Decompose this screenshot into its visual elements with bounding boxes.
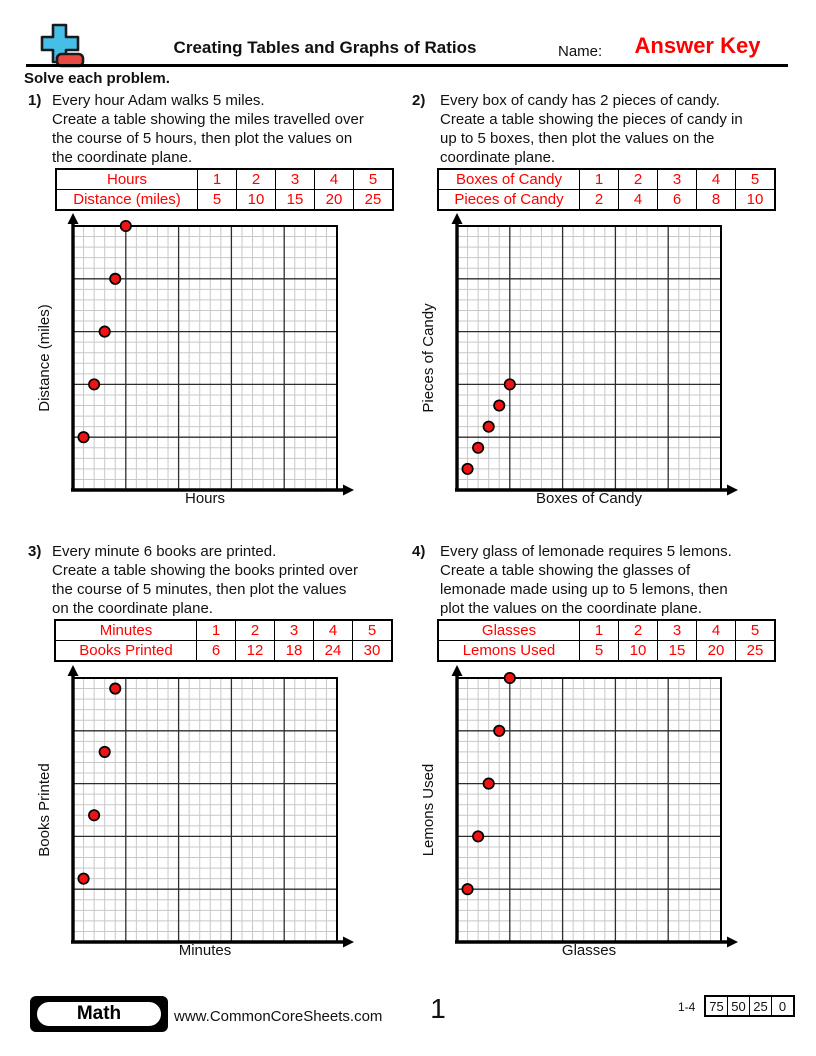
page-title: Creating Tables and Graphs of Ratios — [173, 38, 477, 57]
answer-key-text: Answer Key — [634, 33, 761, 58]
table-cell: 2 — [619, 620, 658, 641]
coordinate-plane — [56, 664, 356, 956]
table-cell: 10 — [619, 641, 658, 662]
score-cell: 0 — [772, 996, 795, 1016]
ratio-table-4 — [437, 619, 776, 662]
table-row-label: Distance (miles) — [56, 190, 198, 211]
problem-text-line: Every hour Adam walks 5 miles. — [52, 92, 265, 109]
table-cell: 5 — [736, 169, 776, 190]
problem-number: 1) — [28, 92, 42, 109]
instructions-text: Solve each problem. — [24, 70, 170, 87]
y-axis-label: Distance (miles) — [36, 304, 53, 412]
name-label: Name: — [558, 43, 603, 60]
table-cell: 6 — [197, 641, 236, 662]
y-axis-label: Pieces of Candy — [420, 303, 437, 413]
problem-number: 3) — [28, 543, 42, 560]
ratio-table-3 — [54, 619, 393, 662]
table-row-label: Pieces of Candy — [438, 190, 580, 211]
table-cell: 1 — [580, 620, 619, 641]
table-cell: 8 — [697, 190, 736, 211]
table-row-label: Lemons Used — [438, 641, 580, 662]
table-cell: 15 — [658, 641, 697, 662]
table-cell: 4 — [619, 190, 658, 211]
math-logo — [30, 996, 168, 1032]
graph-4 — [420, 664, 742, 976]
table-cell: 30 — [353, 641, 393, 662]
table-cell: 10 — [237, 190, 276, 211]
y-axis-label: Books Printed — [36, 763, 53, 857]
math-logo-text: Math — [35, 1000, 163, 1028]
table-cell: 1 — [198, 169, 237, 190]
table-cell: 20 — [697, 641, 736, 662]
y-axis-label: Lemons Used — [420, 763, 437, 857]
problem-text-line: plot the values on the coordinate plane. — [440, 600, 702, 617]
table-cell: 1 — [580, 169, 619, 190]
table-cell: 12 — [236, 641, 275, 662]
table-row-label: Boxes of Candy — [438, 169, 580, 190]
table-cell: 2 — [237, 169, 276, 190]
ratio-table-1 — [55, 168, 394, 211]
score-cell: 75 — [705, 996, 728, 1016]
table-cell: 25 — [354, 190, 394, 211]
table-cell: 2 — [619, 169, 658, 190]
table-row-label: Hours — [56, 169, 198, 190]
table-cell: 4 — [697, 169, 736, 190]
table-cell: 2 — [236, 620, 275, 641]
table-cell: 5 — [736, 620, 776, 641]
problem-range: 1-4 — [678, 1000, 696, 1014]
table-cell: 5 — [198, 190, 237, 211]
score-table — [704, 995, 795, 1017]
problem-text-line: Create a table showing the glasses of — [440, 562, 691, 579]
problem-text-line: the course of 5 hours, then plot the values on — [52, 130, 353, 147]
table-cell: 3 — [275, 620, 314, 641]
problem-number: 4) — [412, 543, 426, 560]
problem-text-line: Create a table showing the miles travelled over — [52, 111, 364, 128]
problem-text-line: the coordinate plane. — [52, 149, 193, 166]
table-cell: 4 — [315, 169, 354, 190]
problem-text-line: up to 5 boxes, then plot the values on the — [440, 130, 715, 147]
table-cell: 24 — [314, 641, 353, 662]
table-cell: 3 — [658, 169, 697, 190]
table-row-label: Minutes — [55, 620, 197, 641]
table-cell: 5 — [354, 169, 394, 190]
table-row-label: Books Printed — [55, 641, 197, 662]
table-cell: 1 — [197, 620, 236, 641]
table-cell: 18 — [275, 641, 314, 662]
table-cell: 5 — [353, 620, 393, 641]
header-divider — [26, 64, 788, 67]
table-cell: 20 — [315, 190, 354, 211]
table-cell: 10 — [736, 190, 776, 211]
table-cell: 4 — [314, 620, 353, 641]
ratio-table-2 — [437, 168, 776, 211]
problem-text-line: lemonade made using up to 5 lemons, then — [440, 581, 728, 598]
x-axis-label: Minutes — [178, 942, 232, 959]
table-cell: 3 — [658, 620, 697, 641]
table-row-label: Glasses — [438, 620, 580, 641]
x-axis-label: Boxes of Candy — [536, 490, 642, 507]
coordinate-plane — [440, 212, 740, 504]
score-cell: 50 — [728, 996, 750, 1016]
table-cell: 15 — [276, 190, 315, 211]
table-cell: 25 — [736, 641, 776, 662]
problem-text-line: Create a table showing the books printed over — [52, 562, 359, 579]
graph-1 — [36, 212, 358, 524]
problem-number: 2) — [412, 92, 426, 109]
website-url: www.CommonCoreSheets.com — [174, 1008, 383, 1025]
problem-text-line: Every glass of lemonade requires 5 lemons. — [440, 543, 732, 560]
problem-text-line: on the coordinate plane. — [52, 600, 213, 617]
problem-text-line: Create a table showing the pieces of candy in — [440, 111, 743, 128]
problem-text-line: Every minute 6 books are printed. — [52, 543, 277, 560]
table-cell: 6 — [658, 190, 697, 211]
problem-1 — [28, 91, 400, 167]
problem-4 — [412, 542, 784, 618]
problem-text-line: Every box of candy has 2 pieces of candy. — [440, 92, 720, 109]
problem-text-line: the course of 5 minutes, then plot the values — [52, 581, 347, 598]
table-cell: 5 — [580, 641, 619, 662]
problem-text-line: coordinate plane. — [440, 149, 556, 166]
problem-2 — [412, 91, 784, 167]
x-axis-label: Hours — [184, 490, 225, 507]
graph-3 — [36, 664, 358, 976]
coordinate-plane — [56, 212, 356, 504]
table-cell: 2 — [580, 190, 619, 211]
x-axis-label: Glasses — [561, 942, 617, 959]
coordinate-plane — [440, 664, 740, 956]
table-cell: 4 — [697, 620, 736, 641]
problem-3 — [28, 542, 400, 618]
plus-minus-logo-icon — [40, 22, 86, 68]
page-number: 1 — [430, 993, 446, 1024]
score-cell: 25 — [750, 996, 772, 1016]
graph-2 — [420, 212, 742, 524]
table-cell: 3 — [276, 169, 315, 190]
